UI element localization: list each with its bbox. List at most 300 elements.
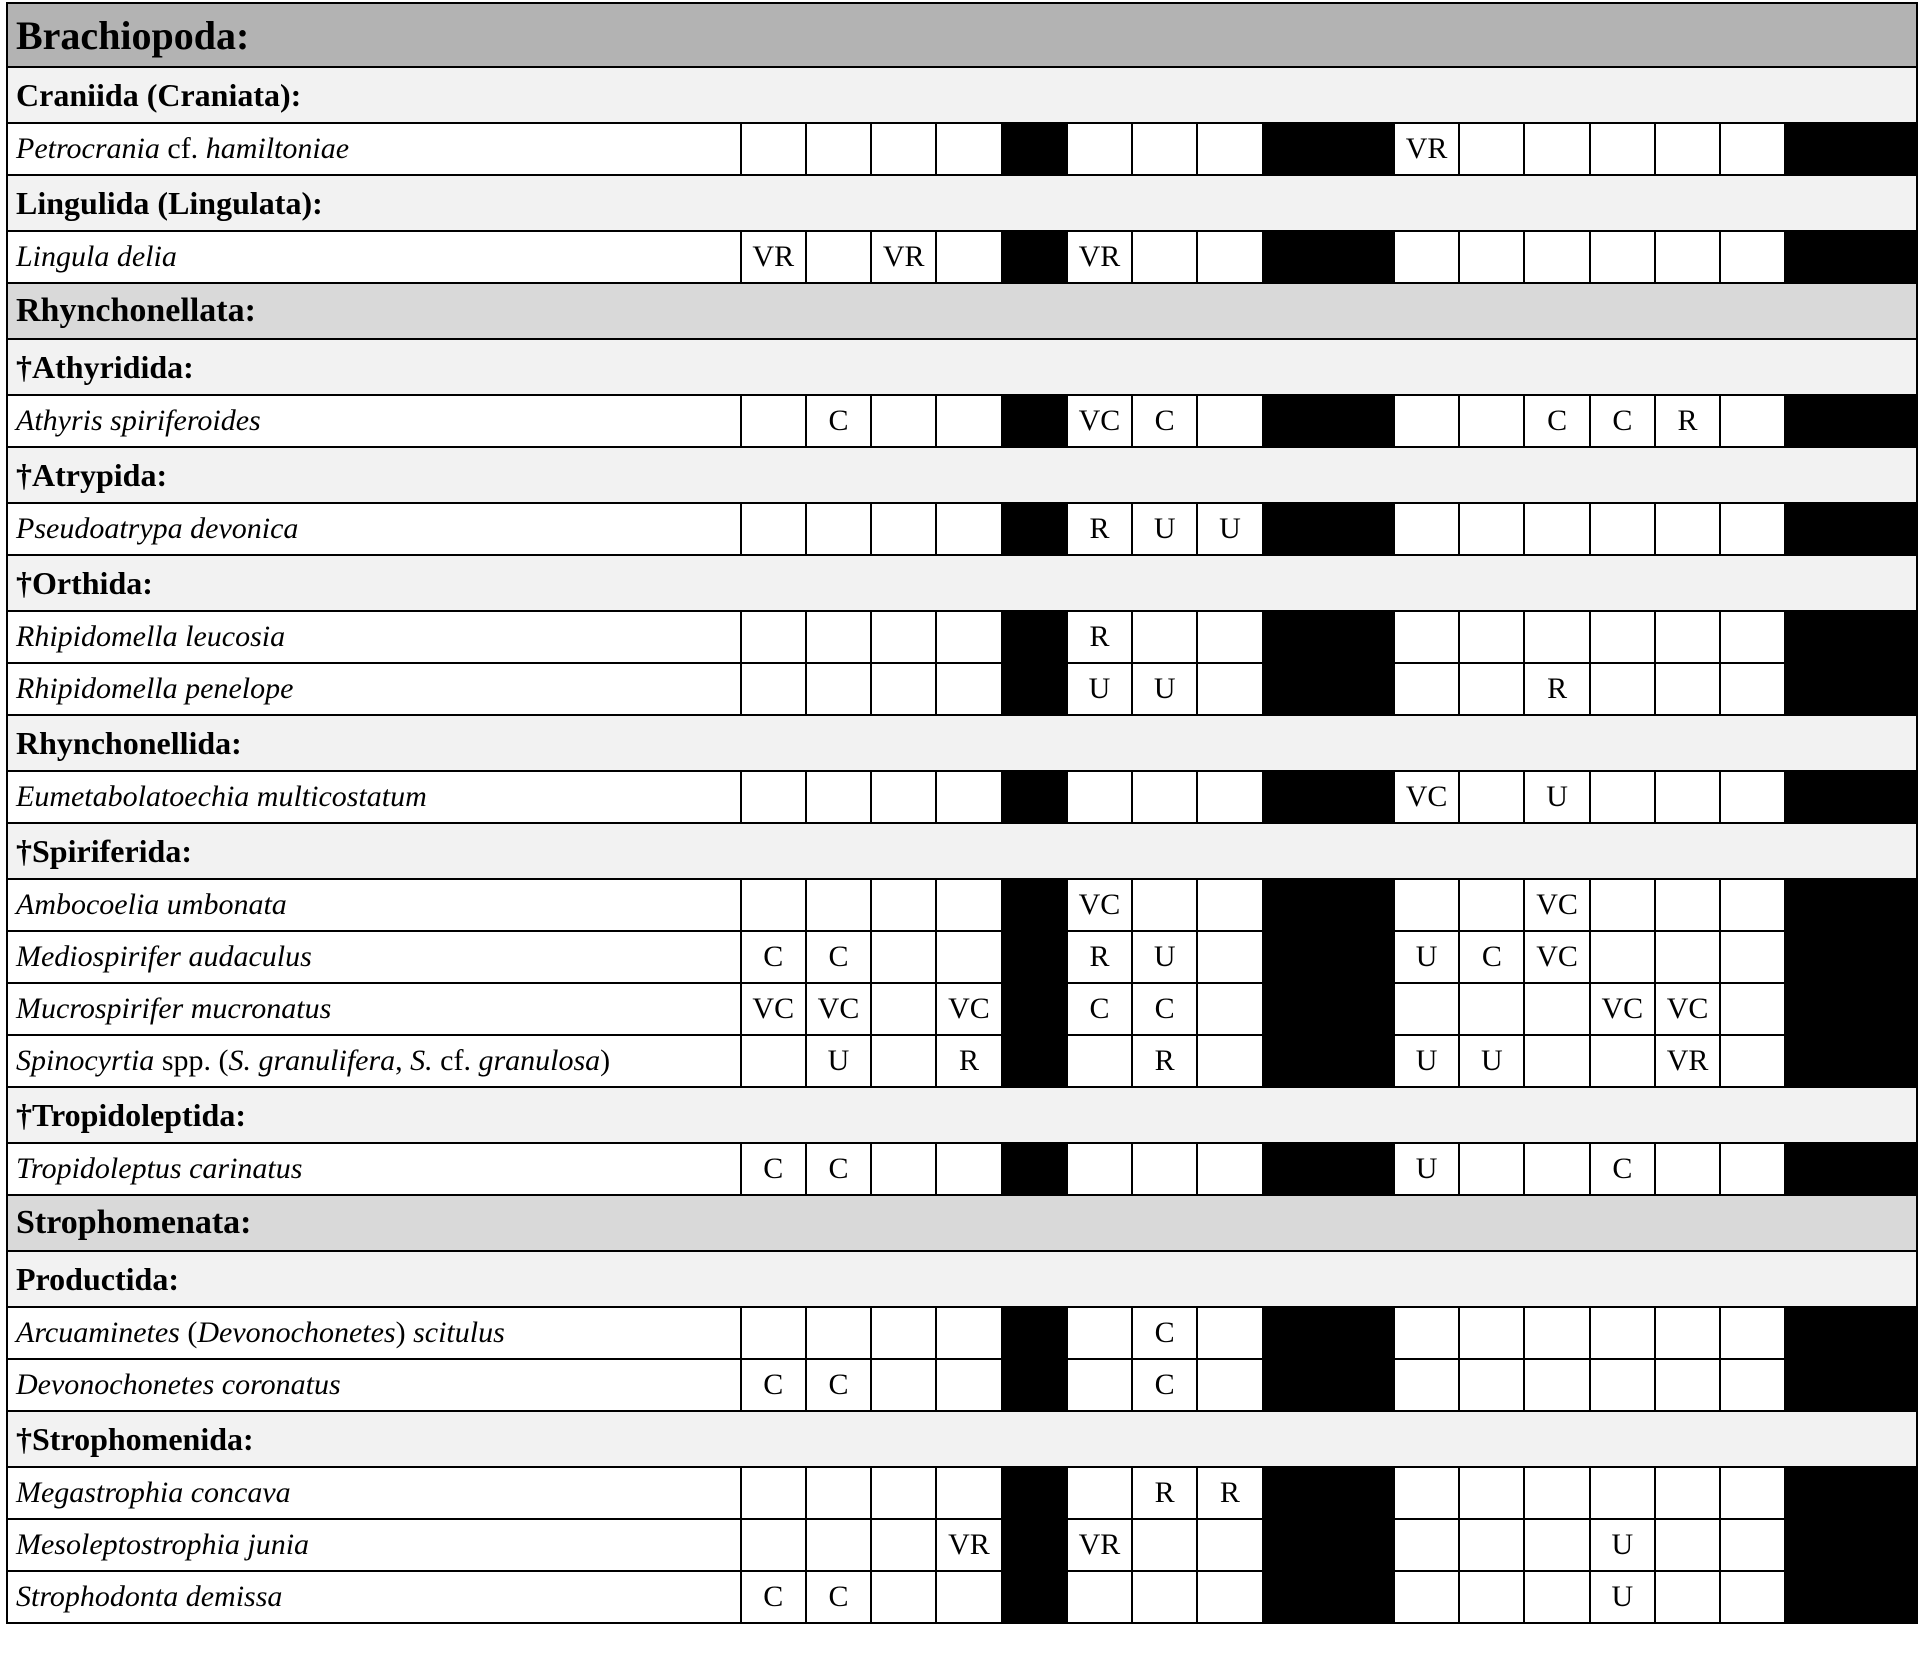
black-spacer-cell xyxy=(1785,611,1917,663)
black-spacer-cell xyxy=(1785,663,1917,715)
abundance-cell: C xyxy=(806,1359,871,1411)
abundance-cell xyxy=(1459,1307,1524,1359)
abundance-cell xyxy=(806,231,871,283)
abundance-cell: U xyxy=(1132,663,1197,715)
order-header-row xyxy=(7,715,1917,771)
abundance-cell: U xyxy=(1590,1571,1655,1623)
abundance-cell xyxy=(806,611,871,663)
abundance-cell: R xyxy=(936,1035,1001,1087)
class-label: Rhynchonellata: xyxy=(7,283,1917,339)
order-header-row xyxy=(7,447,1917,503)
abundance-cell xyxy=(1197,231,1262,283)
abundance-cell xyxy=(1197,1143,1262,1195)
abundance-cell: VC xyxy=(806,983,871,1035)
species-name-part: S. xyxy=(410,1044,441,1077)
black-spacer-cell xyxy=(1785,931,1917,983)
table-row xyxy=(7,1467,1917,1519)
abundance-cell xyxy=(1067,1307,1132,1359)
abundance-cell xyxy=(1394,503,1459,555)
abundance-cell xyxy=(1720,503,1785,555)
species-name-part: Athyris spiriferoides xyxy=(16,404,261,437)
table-row xyxy=(7,395,1917,447)
abundance-cell xyxy=(936,231,1001,283)
abundance-cell xyxy=(1590,1035,1655,1087)
black-spacer-cell xyxy=(1785,123,1917,175)
table-row xyxy=(7,1035,1917,1087)
black-spacer-cell xyxy=(1785,879,1917,931)
abundance-cell xyxy=(936,663,1001,715)
abundance-cell: U xyxy=(1067,663,1132,715)
abundance-cell: VR xyxy=(1655,1035,1720,1087)
species-name-part: Mucrospirifer mucronatus xyxy=(16,992,332,1025)
abundance-cell xyxy=(1590,1467,1655,1519)
black-spacer-cell xyxy=(1002,983,1067,1035)
abundance-cell xyxy=(1524,1571,1589,1623)
abundance-cell xyxy=(1720,1307,1785,1359)
table-row xyxy=(7,663,1917,715)
abundance-cell: VC xyxy=(936,983,1001,1035)
abundance-cell xyxy=(936,1467,1001,1519)
abundance-cell xyxy=(1197,771,1262,823)
abundance-cell xyxy=(1067,771,1132,823)
abundance-cell xyxy=(871,663,936,715)
abundance-cell xyxy=(1132,123,1197,175)
abundance-cell xyxy=(871,931,936,983)
abundance-cell: VC xyxy=(1524,931,1589,983)
black-spacer-cell xyxy=(1263,983,1394,1035)
species-name-part: scitulus xyxy=(413,1316,505,1349)
black-spacer-cell xyxy=(1263,123,1394,175)
black-spacer-cell xyxy=(1263,1467,1394,1519)
species-name-part: Mesoleptostrophia junia xyxy=(16,1528,310,1561)
abundance-cell: R xyxy=(1067,611,1132,663)
black-spacer-cell xyxy=(1263,231,1394,283)
black-spacer-cell xyxy=(1002,1035,1067,1087)
abundance-cell xyxy=(1524,1035,1589,1087)
species-name xyxy=(7,395,741,447)
table-row xyxy=(7,503,1917,555)
abundance-cell xyxy=(1655,1519,1720,1571)
species-name-part: Rhipidomella leucosia xyxy=(16,620,286,653)
abundance-cell xyxy=(806,1519,871,1571)
abundance-cell xyxy=(1197,395,1262,447)
abundance-cell xyxy=(936,1307,1001,1359)
order-header-row xyxy=(7,555,1917,611)
abundance-cell xyxy=(741,1519,806,1571)
abundance-cell xyxy=(1394,983,1459,1035)
order-header-row xyxy=(7,1251,1917,1307)
species-name-part: Spinocyrtia xyxy=(16,1044,162,1077)
order-header-row xyxy=(7,339,1917,395)
species-name-part: Eumetabolatoechia multicostatum xyxy=(16,780,427,813)
abundance-cell: VC xyxy=(1590,983,1655,1035)
order-header-row xyxy=(7,175,1917,231)
abundance-cell: U xyxy=(1132,503,1197,555)
species-name-part: ( xyxy=(187,1316,198,1349)
abundance-cell xyxy=(741,1467,806,1519)
order-header-row xyxy=(7,67,1917,123)
abundance-cell xyxy=(1197,879,1262,931)
abundance-cell xyxy=(1197,1519,1262,1571)
abundance-cell xyxy=(1067,1359,1132,1411)
abundance-cell xyxy=(1394,1571,1459,1623)
abundance-cell xyxy=(1720,1467,1785,1519)
abundance-cell xyxy=(806,1467,871,1519)
abundance-cell xyxy=(806,771,871,823)
abundance-cell: U xyxy=(1590,1519,1655,1571)
abundance-cell xyxy=(1132,1519,1197,1571)
abundance-cell xyxy=(1590,231,1655,283)
abundance-cell: C xyxy=(1524,395,1589,447)
black-spacer-cell xyxy=(1263,1143,1394,1195)
abundance-cell xyxy=(1590,1307,1655,1359)
abundance-cell xyxy=(1197,123,1262,175)
abundance-cell: U xyxy=(1394,1035,1459,1087)
abundance-cell xyxy=(871,395,936,447)
table-row xyxy=(7,231,1917,283)
abundance-cell: U xyxy=(1394,931,1459,983)
abundance-cell xyxy=(741,503,806,555)
abundance-cell xyxy=(1394,1359,1459,1411)
abundance-cell xyxy=(1067,1035,1132,1087)
black-spacer-cell xyxy=(1263,395,1394,447)
abundance-cell: R xyxy=(1655,395,1720,447)
abundance-cell: VC xyxy=(1524,879,1589,931)
abundance-cell xyxy=(871,1035,936,1087)
abundance-cell xyxy=(1720,231,1785,283)
abundance-cell xyxy=(1132,231,1197,283)
abundance-cell xyxy=(871,1307,936,1359)
fauna-table-container xyxy=(6,2,1918,1624)
abundance-cell xyxy=(1655,1359,1720,1411)
abundance-cell: R xyxy=(1132,1467,1197,1519)
table-row xyxy=(7,931,1917,983)
abundance-cell xyxy=(1655,503,1720,555)
table-row xyxy=(7,1143,1917,1195)
abundance-cell xyxy=(1655,771,1720,823)
abundance-cell: VC xyxy=(1067,879,1132,931)
species-name xyxy=(7,983,741,1035)
order-label: †Spiriferida: xyxy=(7,823,1917,879)
abundance-cell xyxy=(936,1359,1001,1411)
black-spacer-cell xyxy=(1263,1359,1394,1411)
abundance-cell xyxy=(1655,611,1720,663)
abundance-cell xyxy=(1197,663,1262,715)
abundance-cell xyxy=(1197,1307,1262,1359)
abundance-cell: C xyxy=(741,931,806,983)
abundance-cell xyxy=(741,1035,806,1087)
species-name-part: Ambocoelia umbonata xyxy=(16,888,287,921)
species-name xyxy=(7,1519,741,1571)
abundance-cell: VC xyxy=(1067,395,1132,447)
abundance-cell: C xyxy=(806,1143,871,1195)
abundance-cell: U xyxy=(806,1035,871,1087)
phylum-label: Brachiopoda: xyxy=(7,3,1917,67)
black-spacer-cell xyxy=(1002,611,1067,663)
abundance-cell: C xyxy=(1590,395,1655,447)
black-spacer-cell xyxy=(1785,1571,1917,1623)
abundance-cell: VC xyxy=(741,983,806,1035)
abundance-cell xyxy=(741,123,806,175)
abundance-cell xyxy=(1590,771,1655,823)
abundance-cell xyxy=(871,1519,936,1571)
species-name-part: Strophodonta demissa xyxy=(16,1580,283,1613)
species-name-part: Arcuaminetes xyxy=(16,1316,188,1349)
abundance-cell: R xyxy=(1197,1467,1262,1519)
species-name xyxy=(7,1035,741,1087)
abundance-cell xyxy=(806,1307,871,1359)
black-spacer-cell xyxy=(1785,1143,1917,1195)
abundance-cell xyxy=(1720,931,1785,983)
abundance-cell xyxy=(1394,395,1459,447)
species-name-part: hamiltoniae xyxy=(205,132,350,165)
species-name xyxy=(7,611,741,663)
species-name xyxy=(7,1307,741,1359)
abundance-cell xyxy=(1197,983,1262,1035)
abundance-cell xyxy=(871,1467,936,1519)
abundance-cell xyxy=(1590,1359,1655,1411)
abundance-cell xyxy=(1394,1467,1459,1519)
abundance-cell xyxy=(1394,1519,1459,1571)
abundance-cell: C xyxy=(806,931,871,983)
black-spacer-cell xyxy=(1785,395,1917,447)
abundance-cell xyxy=(871,983,936,1035)
species-name xyxy=(7,123,741,175)
black-spacer-cell xyxy=(1002,1571,1067,1623)
black-spacer-cell xyxy=(1002,771,1067,823)
abundance-cell xyxy=(1459,1359,1524,1411)
species-name-part: Tropidoleptus carinatus xyxy=(16,1152,303,1185)
abundance-cell: R xyxy=(1067,931,1132,983)
abundance-cell xyxy=(871,1143,936,1195)
abundance-cell xyxy=(1197,611,1262,663)
order-header-row xyxy=(7,1087,1917,1143)
abundance-cell xyxy=(1720,123,1785,175)
species-name-part: spp. ( xyxy=(161,1044,229,1077)
black-spacer-cell xyxy=(1785,1359,1917,1411)
abundance-cell xyxy=(1720,771,1785,823)
species-name-part: ) xyxy=(395,1316,414,1349)
abundance-cell xyxy=(1590,879,1655,931)
species-name-part: Rhipidomella penelope xyxy=(16,672,294,705)
black-spacer-cell xyxy=(1002,931,1067,983)
table-row xyxy=(7,1359,1917,1411)
abundance-cell xyxy=(1394,231,1459,283)
black-spacer-cell xyxy=(1263,1307,1394,1359)
abundance-cell xyxy=(1720,879,1785,931)
abundance-cell xyxy=(1655,1143,1720,1195)
abundance-cell xyxy=(1459,123,1524,175)
abundance-cell xyxy=(1524,1359,1589,1411)
order-label: †Athyridida: xyxy=(7,339,1917,395)
black-spacer-cell xyxy=(1263,1571,1394,1623)
black-spacer-cell xyxy=(1002,1143,1067,1195)
abundance-cell xyxy=(936,611,1001,663)
abundance-cell xyxy=(1459,879,1524,931)
black-spacer-cell xyxy=(1785,1307,1917,1359)
black-spacer-cell xyxy=(1002,1307,1067,1359)
abundance-cell: C xyxy=(1459,931,1524,983)
table-row xyxy=(7,1571,1917,1623)
abundance-cell: C xyxy=(1132,1307,1197,1359)
abundance-cell xyxy=(1590,123,1655,175)
abundance-cell xyxy=(1459,231,1524,283)
abundance-cell xyxy=(741,395,806,447)
species-name-part: ) xyxy=(600,1044,611,1077)
class-header-row xyxy=(7,283,1917,339)
abundance-cell xyxy=(806,123,871,175)
abundance-cell xyxy=(1459,1571,1524,1623)
abundance-cell: C xyxy=(741,1143,806,1195)
abundance-cell xyxy=(1590,663,1655,715)
abundance-cell: VC xyxy=(1394,771,1459,823)
abundance-cell: R xyxy=(1524,663,1589,715)
order-label: †Tropidoleptida: xyxy=(7,1087,1917,1143)
abundance-cell: C xyxy=(806,1571,871,1623)
phylum-row xyxy=(7,3,1917,67)
abundance-cell xyxy=(1394,1307,1459,1359)
abundance-cell xyxy=(1655,1307,1720,1359)
abundance-cell: R xyxy=(1067,503,1132,555)
black-spacer-cell xyxy=(1263,611,1394,663)
order-label: Productida: xyxy=(7,1251,1917,1307)
abundance-cell xyxy=(1197,1571,1262,1623)
abundance-cell: VR xyxy=(1067,231,1132,283)
abundance-cell xyxy=(1524,1467,1589,1519)
black-spacer-cell xyxy=(1263,1035,1394,1087)
abundance-cell: VR xyxy=(936,1519,1001,1571)
abundance-cell xyxy=(1459,503,1524,555)
abundance-cell xyxy=(1132,1571,1197,1623)
class-label: Strophomenata: xyxy=(7,1195,1917,1251)
black-spacer-cell xyxy=(1002,1467,1067,1519)
abundance-cell xyxy=(1394,611,1459,663)
abundance-cell xyxy=(1655,123,1720,175)
abundance-cell xyxy=(741,663,806,715)
abundance-cell xyxy=(936,395,1001,447)
abundance-cell xyxy=(1132,611,1197,663)
abundance-cell: C xyxy=(741,1571,806,1623)
black-spacer-cell xyxy=(1002,1359,1067,1411)
table-row xyxy=(7,879,1917,931)
black-spacer-cell xyxy=(1002,503,1067,555)
abundance-cell: U xyxy=(1394,1143,1459,1195)
species-name-part: Mediospirifer audaculus xyxy=(16,940,312,973)
abundance-cell xyxy=(806,663,871,715)
abundance-cell xyxy=(1524,1519,1589,1571)
abundance-cell: VR xyxy=(1067,1519,1132,1571)
black-spacer-cell xyxy=(1785,771,1917,823)
black-spacer-cell xyxy=(1785,1467,1917,1519)
abundance-cell xyxy=(871,879,936,931)
abundance-cell: VR xyxy=(1394,123,1459,175)
abundance-cell: C xyxy=(1590,1143,1655,1195)
abundance-cell xyxy=(1524,1307,1589,1359)
abundance-cell xyxy=(1197,1359,1262,1411)
abundance-cell xyxy=(936,1143,1001,1195)
abundance-cell xyxy=(1590,503,1655,555)
species-name-part: cf. xyxy=(440,1044,479,1077)
order-label: †Orthida: xyxy=(7,555,1917,611)
abundance-cell xyxy=(1524,123,1589,175)
order-label: Lingulida (Lingulata): xyxy=(7,175,1917,231)
abundance-cell xyxy=(1655,931,1720,983)
order-label: Rhynchonellida: xyxy=(7,715,1917,771)
abundance-cell: C xyxy=(1067,983,1132,1035)
table-body xyxy=(7,3,1917,1623)
table-row xyxy=(7,983,1917,1035)
abundance-cell xyxy=(1720,395,1785,447)
order-label: Craniida (Craniata): xyxy=(7,67,1917,123)
abundance-cell xyxy=(1459,395,1524,447)
abundance-cell xyxy=(936,879,1001,931)
species-name xyxy=(7,663,741,715)
order-label: †Atrypida: xyxy=(7,447,1917,503)
species-name-part: Megastrophia concava xyxy=(16,1476,291,1509)
abundance-cell: C xyxy=(1132,983,1197,1035)
abundance-cell xyxy=(1720,983,1785,1035)
abundance-cell xyxy=(1394,879,1459,931)
abundance-cell xyxy=(741,879,806,931)
abundance-cell xyxy=(1720,1571,1785,1623)
black-spacer-cell xyxy=(1263,1519,1394,1571)
abundance-cell xyxy=(741,611,806,663)
abundance-cell xyxy=(1720,1359,1785,1411)
abundance-cell xyxy=(871,611,936,663)
abundance-cell xyxy=(936,931,1001,983)
black-spacer-cell xyxy=(1002,879,1067,931)
abundance-cell xyxy=(1655,663,1720,715)
black-spacer-cell xyxy=(1263,663,1394,715)
abundance-cell: VR xyxy=(741,231,806,283)
black-spacer-cell xyxy=(1785,231,1917,283)
abundance-cell xyxy=(1655,1467,1720,1519)
abundance-cell xyxy=(1459,663,1524,715)
abundance-cell xyxy=(1720,1035,1785,1087)
species-name-part: Devonochonetes xyxy=(197,1316,396,1349)
abundance-cell xyxy=(1655,1571,1720,1623)
species-name xyxy=(7,931,741,983)
black-spacer-cell xyxy=(1785,503,1917,555)
abundance-cell xyxy=(1132,771,1197,823)
species-name xyxy=(7,771,741,823)
species-name-part: Devonochonetes coronatus xyxy=(16,1368,341,1401)
brachiopoda-occurrence-table xyxy=(6,2,1918,1624)
species-name xyxy=(7,231,741,283)
abundance-cell xyxy=(1590,611,1655,663)
species-name-part: Petrocrania xyxy=(16,132,168,165)
species-name xyxy=(7,1143,741,1195)
abundance-cell xyxy=(1459,1467,1524,1519)
abundance-cell xyxy=(1459,771,1524,823)
abundance-cell xyxy=(936,123,1001,175)
order-header-row xyxy=(7,823,1917,879)
abundance-cell: U xyxy=(1132,931,1197,983)
species-name xyxy=(7,503,741,555)
black-spacer-cell xyxy=(1002,663,1067,715)
abundance-cell xyxy=(1459,1143,1524,1195)
species-name xyxy=(7,1359,741,1411)
species-name xyxy=(7,1467,741,1519)
abundance-cell: C xyxy=(1132,1359,1197,1411)
black-spacer-cell xyxy=(1263,771,1394,823)
species-name-part: S. granulifera xyxy=(228,1044,396,1077)
black-spacer-cell xyxy=(1002,1519,1067,1571)
abundance-cell xyxy=(1524,503,1589,555)
abundance-cell: R xyxy=(1132,1035,1197,1087)
abundance-cell xyxy=(806,503,871,555)
abundance-cell xyxy=(1524,611,1589,663)
